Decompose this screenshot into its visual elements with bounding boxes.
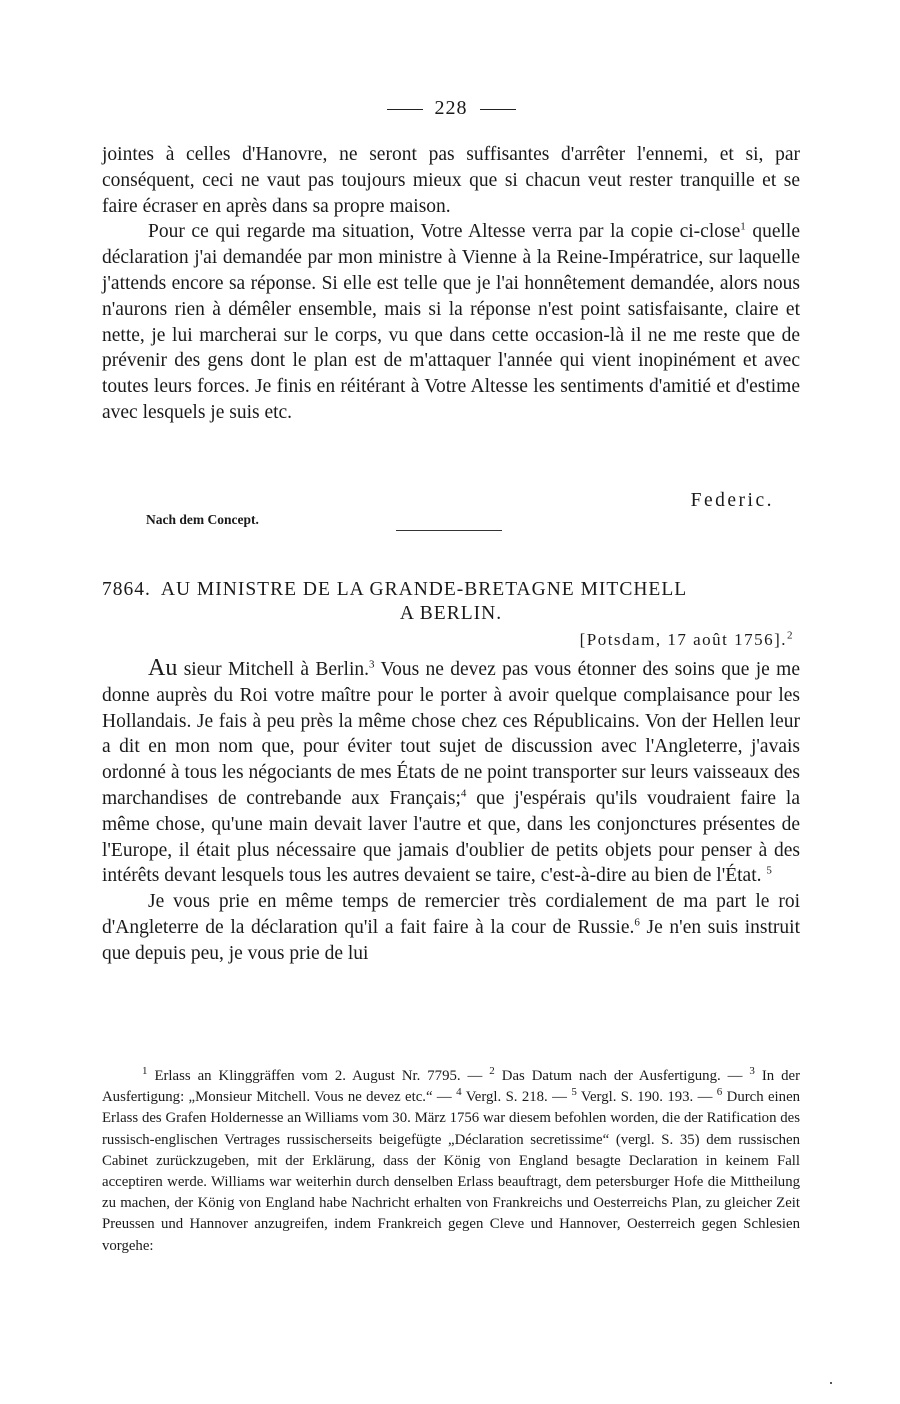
footnote-ref-2: 2 [787, 629, 794, 642]
footnote-mark-2: 2 [489, 1065, 495, 1078]
page-header [102, 97, 800, 120]
paragraph-2-text-b: quelle déclaration j'ai demandée par mon ministre à Vienne à la Reine-Impératrice, sur laquelle j'attends encore sa réponse. Si elle est telle que je l'ai honnêtement demandée, alors nous n'aurons rien à démêler ensemble, mais si la réponse n'est point satisfaisante, claire et nette, je lui marcherai sur le corps, vu que dans cette occasion-là il ne me reste que de prévenir des gens dont le plan est de m'attaquer l'année qui vient inopinément et avec toutes leurs forces. Je finis en réitérant à Votre Altesse les sentiments d'amitié et d'estime avec lesquels je suis etc. [102, 221, 800, 423]
footnote-4: Vergl. S. 218. — [465, 1089, 567, 1106]
signature: Federic. [690, 490, 774, 511]
dateline [580, 630, 794, 650]
paragraph-2-text-a: Pour ce qui regarde ma situation, Votre Altesse verra par la copie ci-close [148, 221, 741, 243]
footnote-ref-6: 6 [634, 916, 640, 929]
footnote-mark-1: 1 [142, 1065, 148, 1078]
footnote-mark-6: 6 [716, 1086, 723, 1099]
footnote-ref-4: 4 [460, 787, 467, 800]
letter-paragraph-1 [102, 656, 800, 889]
header-dash-left [387, 109, 423, 110]
paragraph-2 [102, 219, 800, 425]
document-title-line1: AU MINISTRE DE LA GRANDE-BRETAGNE MITCHELL [160, 579, 688, 600]
document-heading [102, 578, 800, 626]
footnotes [102, 1066, 800, 1257]
document-number: 7864. [102, 579, 151, 600]
footnote-ref-5: 5 [766, 864, 772, 877]
letter-body [102, 656, 800, 967]
footnote-mark-5: 5 [571, 1086, 577, 1099]
letter-p1-b: Vous ne devez pas vous étonner des soins que je me donne auprès du Roi votre maître pour le porter à avoir quelque complaisance pour les Hollandais. Je fais à peu près la même chose chez ces Républicains. Von der Hellen leur a dit en mon nom que, pour éviter tout sujet de discussion avec l'Angleterre, j'avais ordonné à tous les négociants de mes États de ne point transporter sur leurs vaisseaux des marchandises de contrebande aux Français; [102, 659, 800, 809]
footnote-1: Erlass an Klinggräffen vom 2. August Nr. 7795. — [154, 1068, 483, 1084]
footnote-mark-3: 3 [749, 1065, 755, 1078]
paragraph-1: jointes à celles d'Hanovre, ne seront pas suffisantes d'arrêter l'ennemi, et si, par conséquent, ceci ne vaut pas toujours mieux que si chacun veut rester tranquille et se faire écraser en après dans sa propre maison. [102, 144, 800, 217]
page-number: 228 [434, 97, 468, 119]
footnote-3: In der Ausfertigung: „Monsieur Mitchell. Vous ne devez etc.“ — [102, 1068, 801, 1106]
letter-paragraph-2 [102, 889, 800, 966]
footnote-6: Durch einen Erlass des Grafen Holdernesse an Williams vom 30. März 1756 war diesem befohlen worden, die der Ratification des russisch-englischen Vertrages russischerseits beigefügte „Déclaration secretissime“ (vergl. S. 35) dem russischen Cabinet zurückzugeben, mit der Erklärung, dass der König von England besagte Declaration in keinem Fall acceptiren werde. Williams war weiterhin durch denselben Erlass beauftragt, dem petersburger Hofe die Mittheilung zu machen, der König von England habe Nachricht erhalten von Frankreichs und Oesterreichs Plan, zu gleicher Zeit Preussen und Hannover anzugreifen, indem Frankreich gegen Cleve und Hannover, Oesterreich gegen Schlesien vorgehe: [102, 1089, 801, 1254]
footnote-5: Vergl. S. 190. 193. — [580, 1089, 713, 1106]
footnote-ref-1: 1 [740, 220, 746, 233]
section-divider [396, 530, 502, 531]
letter-p2-a: Je vous prie en même temps de remercier très cordialement de ma part le roi d'Angleterre de la déclaration qu'il a fait faire à la cour de Russie. [102, 891, 800, 938]
dateline-text: [Potsdam, 17 août 1756]. [579, 630, 787, 649]
source-note: Nach dem Concept. [146, 512, 259, 527]
scan-speck [830, 1382, 832, 1384]
document-title-line2: A BERLIN. [399, 603, 503, 624]
opening-word: Au [148, 655, 178, 681]
letter-p2-b: Je n'en suis instruit que depuis peu, je vous prie de lui [102, 916, 800, 964]
header-dash-right [480, 109, 516, 110]
letter-p1-a: sieur Mitchell à Berlin. [177, 659, 369, 680]
letter-p1-c: que j'espérais qu'ils voudraient faire la même chose, qu'une main devait laver l'autre et que, dans les conjonctures présentes de l'Europe, il était plus nécessaire que jamais d'oublier de petits objets pour penser à des intérêts devant lesquels tous les autres devaient se taire, c'est-à-dire au bien de l'État. [102, 787, 800, 887]
footnote-2: Das Datum nach der Ausfertigung. — [501, 1068, 743, 1084]
footnote-mark-4: 4 [456, 1086, 462, 1099]
footnotes-block [102, 1066, 800, 1257]
footnote-ref-3: 3 [369, 658, 375, 671]
continuation-text [102, 142, 800, 426]
